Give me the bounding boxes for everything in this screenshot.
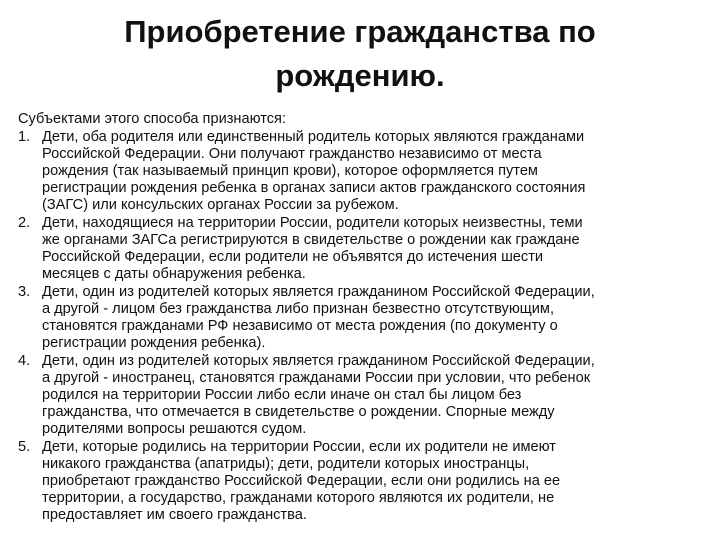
list-item-text-line: Дети, один из родителей которых является гражданином Российской Федерации, [42,353,595,369]
list-item-text-line: Дети, которые родились на территории России, если их родители не имеют [42,439,556,455]
title-line-2: рождению. [275,58,445,93]
list-item-number: 5. [18,439,31,455]
intro-text: Субъектами этого способа признаются: [18,111,286,127]
list-item [18,215,710,283]
list-item-text-line: гражданства, что отмечается в свидетельстве о рождении. Спорные между [42,404,555,420]
list-item-number: 1. [18,129,31,145]
list-item-text-line: регистрации рождения ребенка в органах записи актов гражданского состояния [42,180,586,196]
list-item [18,284,710,352]
list-item-text-line: Дети, один из родителей которых является гражданином Российской Федерации, [42,284,595,300]
slide-title [60,10,660,98]
list-item-text-line: регистрации рождения ребенка). [42,335,266,351]
list-item-number: 4. [18,353,31,369]
numbered-list [18,129,710,524]
list-item-text-line: Российской Федерации. Они получают гражданство независимо от места [42,146,542,162]
list-item-text-line: предоставляет им своего гражданства. [42,507,307,523]
list-item-text-line: месяцев с даты обнаружения ребенка. [42,266,306,282]
slide-body [18,111,710,525]
list-item-text-line: приобретают гражданство Российской Федерации, если они родились на ее [42,473,561,489]
list-item [18,353,710,438]
list-item [18,439,710,524]
list-item-text-line: а другой - лицом без гражданства либо признан безвестно отсутствующим, [42,301,555,317]
title-line-1: Приобретение гражданства по [124,14,596,49]
list-item-text-line: никакого гражданства (апатриды); дети, родители которых иностранцы, [42,456,530,472]
list-item-text-line: родителями вопросы решаются судом. [42,421,307,437]
list-item-text-line: а другой - иностранец, становятся гражданами России при условии, что ребенок [42,370,591,386]
list-item-number: 2. [18,215,31,231]
list-item [18,129,710,214]
list-item-text-line: (ЗАГС) или консульских органах России за рубежом. [42,197,399,213]
list-item-text-line: же органами ЗАГСа регистрируются в свидетельстве о рождении как граждане [42,232,580,248]
list-item-text-line: территории, а государство, гражданами которого являются их родители, не [42,490,555,506]
list-item-text-line: Дети, находящиеся на территории России, родители которых неизвестны, теми [42,215,583,231]
list-item-text-line: становятся гражданами РФ независимо от места рождения (по документу о [42,318,558,334]
list-item-text-line: Российской Федерации, если родители не объявятся до истечения шести [42,249,544,265]
list-item-text-line: родился на территории России либо если иначе он стал бы лицом без [42,387,522,403]
list-item-text-line: Дети, оба родителя или единственный родитель которых являются гражданами [42,129,585,145]
list-item-number: 3. [18,284,31,300]
list-item-text-line: рождения (так называемый принцип крови), которое оформляется путем [42,163,538,179]
